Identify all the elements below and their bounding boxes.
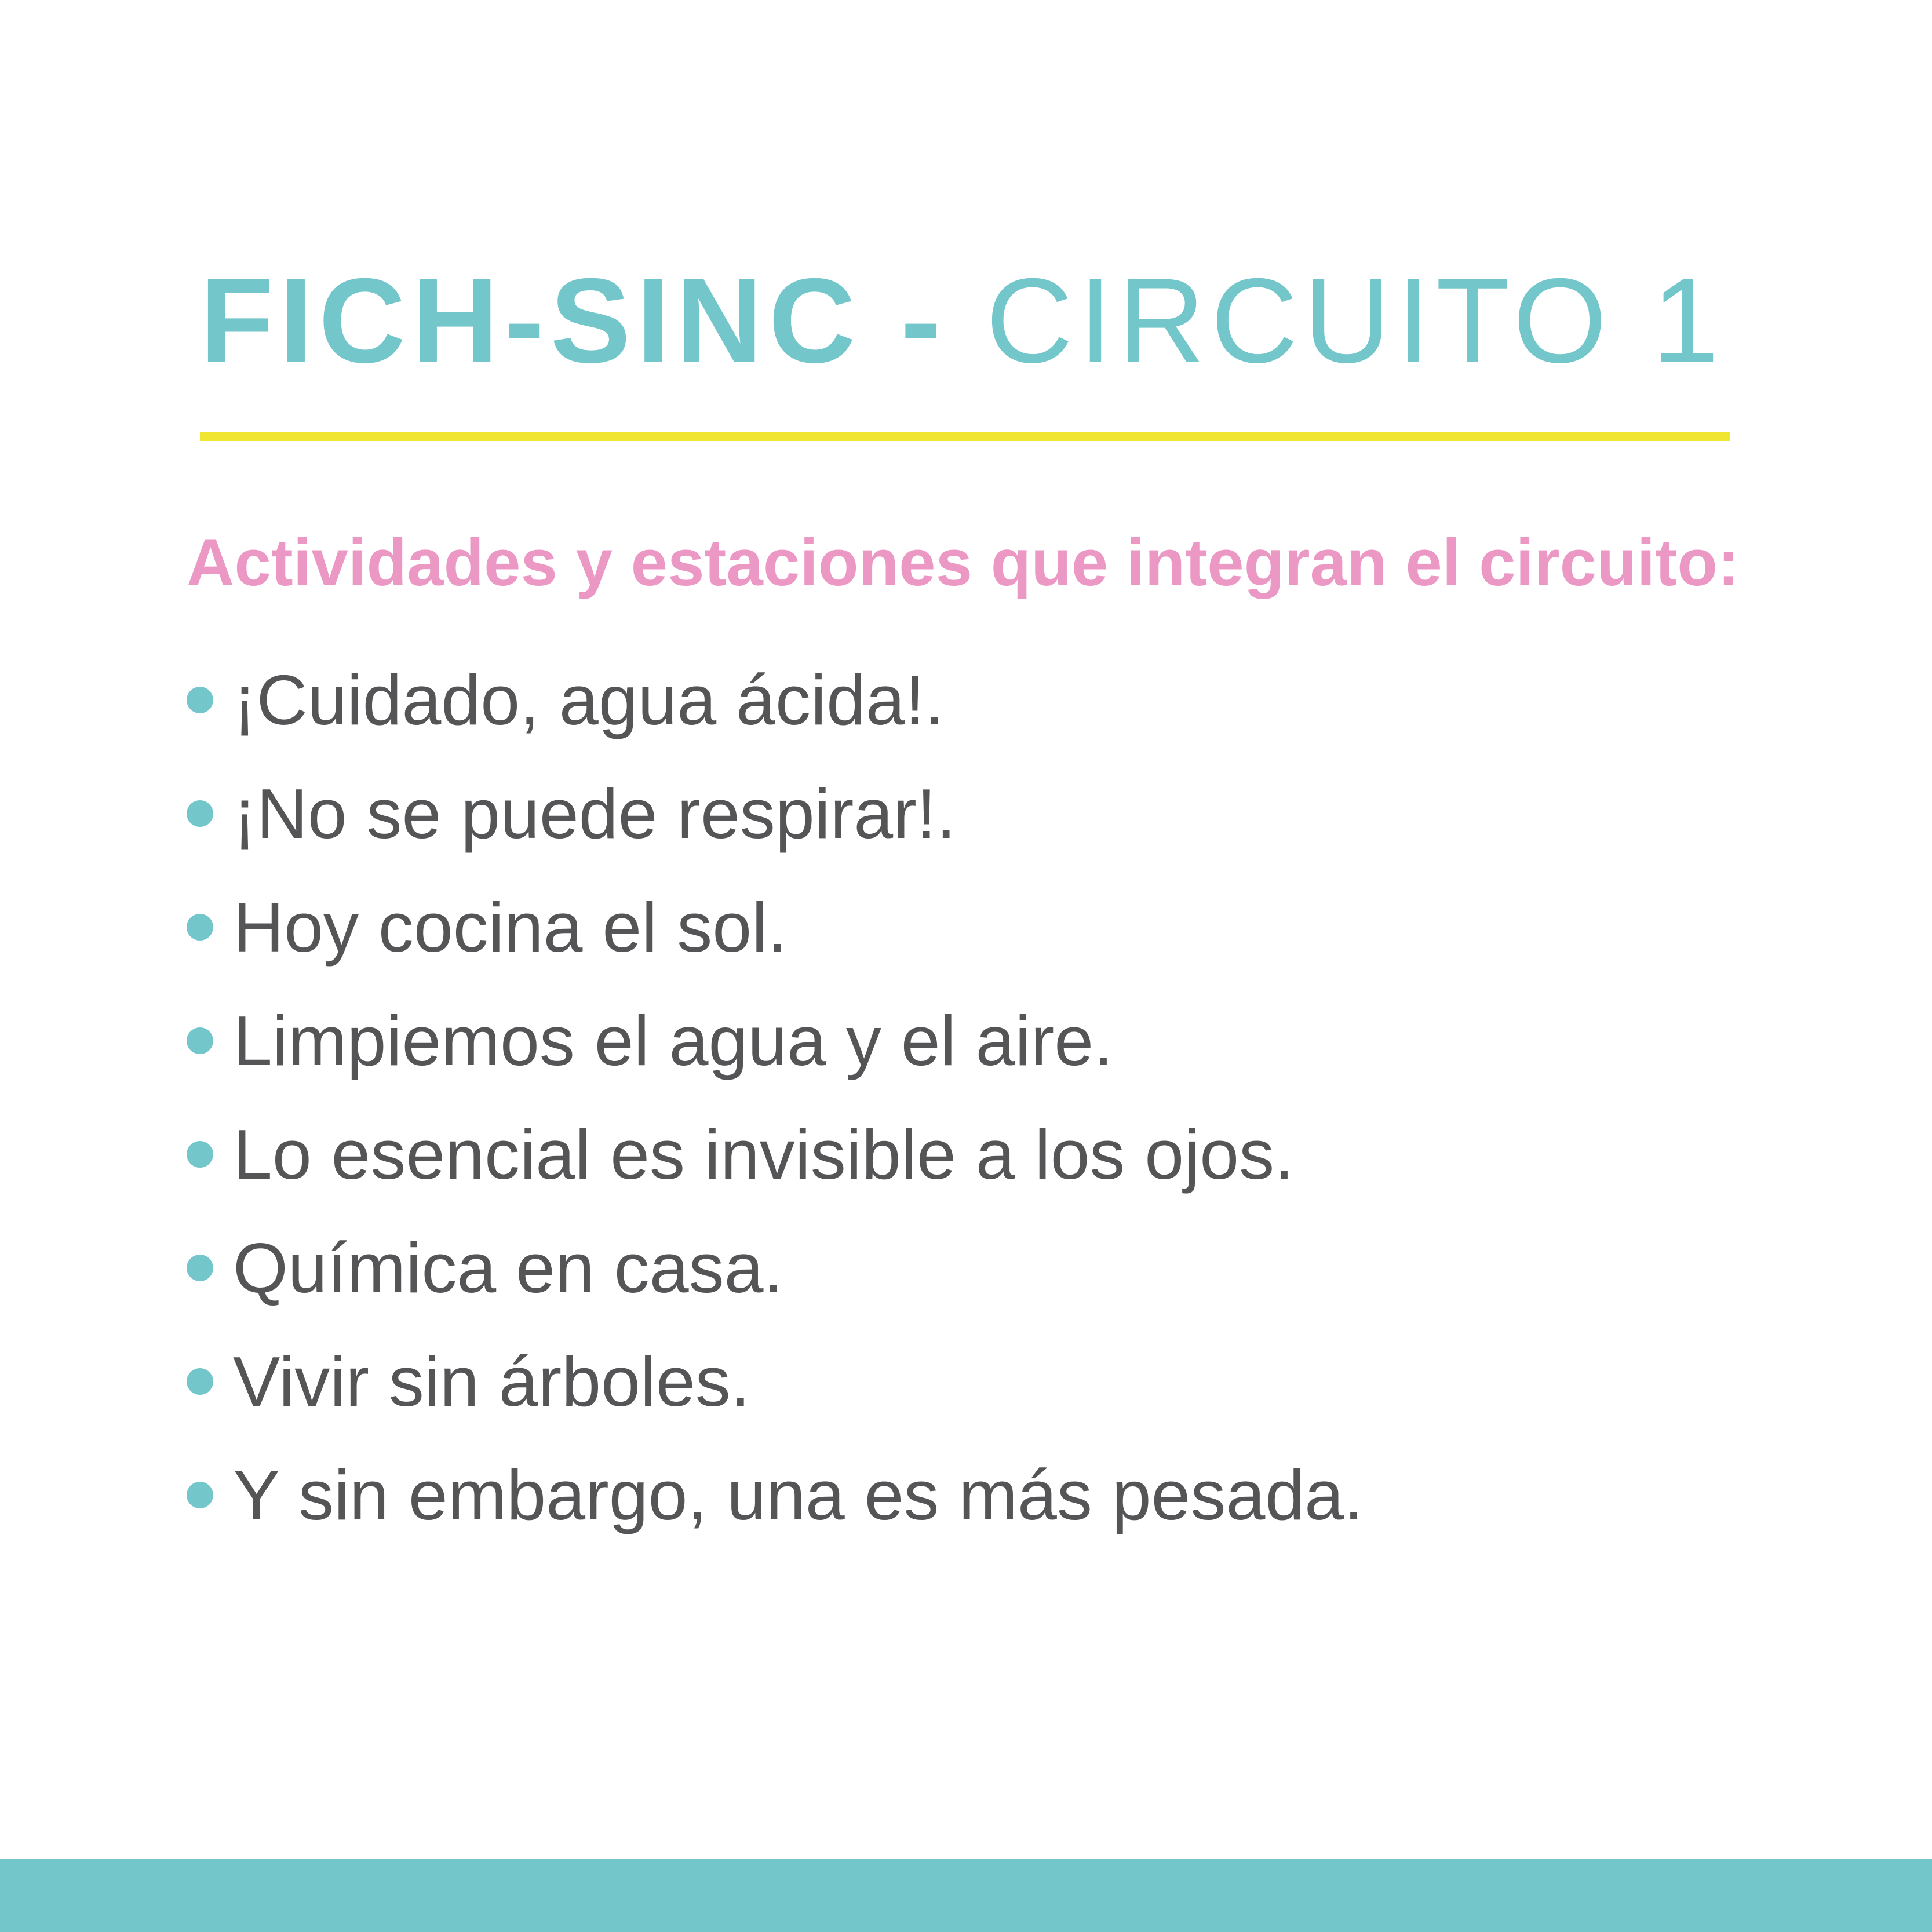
list-item bbox=[187, 1098, 1364, 1211]
list-item bbox=[187, 1211, 1364, 1325]
list-item-text: Hoy cocina el sol. bbox=[233, 888, 788, 967]
footer-color-bar bbox=[0, 1859, 1932, 1932]
bullet-dot-icon bbox=[187, 687, 213, 713]
list-item-text: Vivir sin árboles. bbox=[233, 1342, 750, 1421]
bullet-dot-icon bbox=[187, 1368, 213, 1395]
title-bold-part: FICH-SINC - bbox=[200, 254, 947, 388]
page-title bbox=[200, 254, 1725, 388]
list-item-text: Y sin embargo, una es más pesada. bbox=[233, 1456, 1364, 1534]
title-underline-divider bbox=[200, 432, 1730, 441]
bullet-dot-icon bbox=[187, 1255, 213, 1281]
list-item-text: ¡Cuidado, agua ácida!. bbox=[233, 661, 945, 739]
list-item-text: Lo esencial es invisible a los ojos. bbox=[233, 1115, 1295, 1194]
activities-list bbox=[187, 643, 1364, 1552]
bullet-dot-icon bbox=[187, 1141, 213, 1168]
list-item-text: Limpiemos el agua y el aire. bbox=[233, 1001, 1113, 1080]
list-item bbox=[187, 870, 1364, 984]
list-item-text: Química en casa. bbox=[233, 1229, 783, 1307]
bullet-dot-icon bbox=[187, 914, 213, 941]
bullet-dot-icon bbox=[187, 1027, 213, 1054]
bullet-dot-icon bbox=[187, 800, 213, 827]
activities-subtitle: Actividades y estaciones que integran el circuito: bbox=[187, 526, 1740, 600]
list-item bbox=[187, 643, 1364, 757]
list-item bbox=[187, 984, 1364, 1098]
bullet-dot-icon bbox=[187, 1482, 213, 1508]
title-light-part: CIRCUITO 1 bbox=[986, 254, 1725, 388]
list-item bbox=[187, 757, 1364, 870]
list-item bbox=[187, 1438, 1364, 1552]
list-item bbox=[187, 1325, 1364, 1438]
list-item-text: ¡No se puede respirar!. bbox=[233, 774, 956, 853]
